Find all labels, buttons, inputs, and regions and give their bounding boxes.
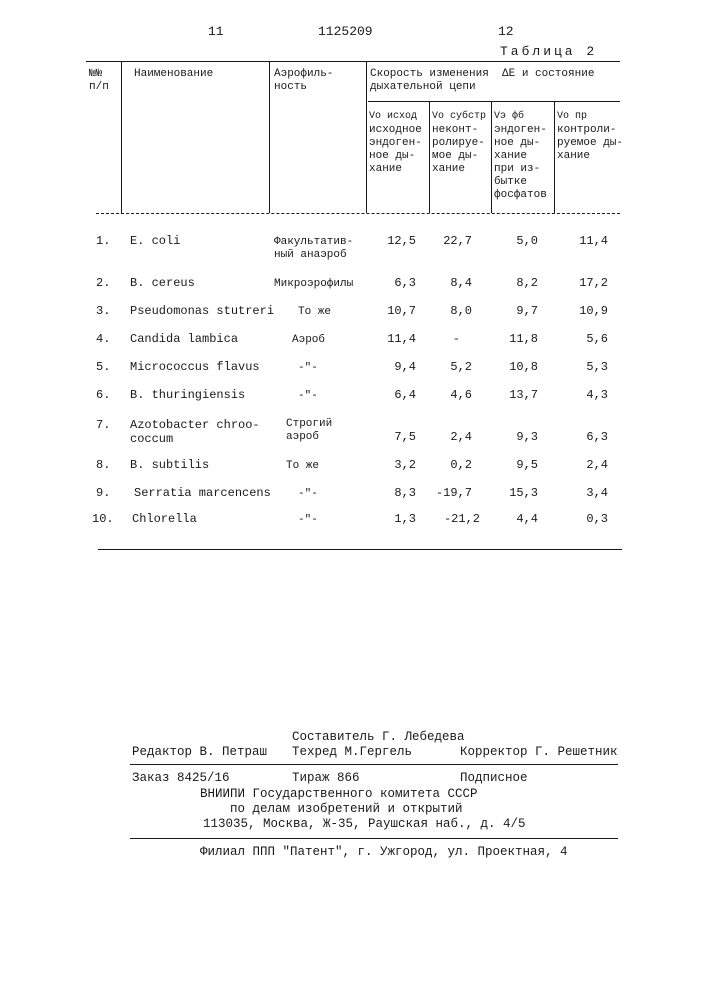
v-initial-value: 3,2 <box>372 458 416 472</box>
header-v-control-symbol: Vo пр <box>557 110 587 123</box>
footer-rule-2 <box>130 838 618 839</box>
v-phosphate-value: 13,7 <box>496 388 538 402</box>
v-phosphate-value: 5,0 <box>496 234 538 248</box>
col-divider-1 <box>121 61 122 213</box>
v-phosphate-value: 9,7 <box>496 304 538 318</box>
footer-rule-1 <box>130 764 618 765</box>
v-control-value: 2,4 <box>566 458 608 472</box>
row-number: 6. <box>96 388 110 402</box>
header-aerophility: Аэрофиль- ность <box>274 68 333 94</box>
organization-address: 113035, Москва, Ж-35, Раушская наб., д. 4/5 <box>203 817 526 831</box>
subscription: Подписное <box>460 771 528 785</box>
table-bottom-rule <box>98 549 622 550</box>
header-v-phosphate-symbol: Vэ фб <box>494 110 524 123</box>
v-phosphate-value: 4,4 <box>496 512 538 526</box>
aerophility-value: -"- <box>298 514 318 527</box>
aerophility-value: -"- <box>298 390 318 403</box>
organism-name: Serratia marcencens <box>134 486 271 500</box>
v-substrate-value: 8,0 <box>432 304 472 318</box>
v-phosphate-value: 10,8 <box>496 360 538 374</box>
organism-name: B. thuringiensis <box>130 388 245 402</box>
header-v-initial-desc: исходное эндоген- ное ды- хание <box>369 124 422 176</box>
table-top-rule <box>86 61 620 62</box>
organization-line-2: по делам изобретений и открытий <box>230 802 463 816</box>
col-divider-5 <box>491 101 492 213</box>
aerophility-value: Строгий аэроб <box>286 418 332 444</box>
aerophility-value: -"- <box>298 488 318 501</box>
header-v-substrate-desc: неконт- ролируе- мое ды- хание <box>432 124 485 176</box>
right-page-number: 12 <box>498 24 514 39</box>
row-number: 1. <box>96 234 110 248</box>
header-bottom-rule <box>96 213 620 214</box>
organism-name: Chlorella <box>132 512 197 526</box>
col-divider-4 <box>429 101 430 213</box>
compiler-credit: Составитель Г. Лебедева <box>292 730 465 744</box>
v-control-value: 4,3 <box>566 388 608 402</box>
header-name: Наименование <box>134 68 213 81</box>
aerophility-value: Микроэрофилы <box>274 278 353 291</box>
row-number: 7. <box>96 418 110 432</box>
v-substrate-value: - <box>432 332 460 346</box>
v-phosphate-value: 9,3 <box>496 430 538 444</box>
organism-name: Micrococcus flavus <box>130 360 260 374</box>
order-number: Заказ 8425/16 <box>132 771 230 785</box>
corrector-credit: Корректор Г. Решетник <box>460 745 618 759</box>
header-no-line2: п/п <box>89 81 109 94</box>
v-substrate-value: -19,7 <box>432 486 472 500</box>
col-divider-6 <box>554 101 555 213</box>
branch-address: Филиал ППП "Патент", г. Ужгород, ул. Проектная, 4 <box>200 845 568 859</box>
col-divider-3 <box>366 61 367 213</box>
v-phosphate-value: 9,5 <box>496 458 538 472</box>
header-no-line1: №№ <box>89 68 102 81</box>
v-phosphate-value: 8,2 <box>496 276 538 290</box>
row-number: 9. <box>96 486 110 500</box>
header-v-control-desc: контроли- руемое ды- хание <box>557 124 623 163</box>
organization-line-1: ВНИИПИ Государственного комитета СССР <box>200 787 478 801</box>
organism-name: Candida lambica <box>130 332 238 346</box>
organism-name: E. coli <box>130 234 180 248</box>
aerophility-value: -"- <box>298 362 318 375</box>
v-substrate-value: 2,4 <box>432 430 472 444</box>
v-initial-value: 1,3 <box>372 512 416 526</box>
v-control-value: 6,3 <box>566 430 608 444</box>
v-phosphate-value: 15,3 <box>496 486 538 500</box>
row-number: 10. <box>92 512 114 526</box>
v-initial-value: 11,4 <box>372 332 416 346</box>
v-substrate-value: 8,4 <box>432 276 472 290</box>
row-number: 8. <box>96 458 110 472</box>
table-caption: Таблица 2 <box>500 44 597 59</box>
v-substrate-value: -21,2 <box>432 512 480 526</box>
left-page-number: 11 <box>208 24 224 39</box>
organism-name: B. subtilis <box>130 458 209 472</box>
group-header-rule <box>368 101 620 102</box>
v-substrate-value: 5,2 <box>432 360 472 374</box>
v-initial-value: 8,3 <box>372 486 416 500</box>
v-substrate-value: 22,7 <box>432 234 472 248</box>
v-initial-value: 12,5 <box>372 234 416 248</box>
v-control-value: 3,4 <box>566 486 608 500</box>
v-substrate-value: 4,6 <box>432 388 472 402</box>
v-control-value: 5,3 <box>566 360 608 374</box>
aerophility-value: Факультатив- ный анаэроб <box>274 236 353 262</box>
v-phosphate-value: 11,8 <box>496 332 538 346</box>
editor-credit: Редактор В. Петраш <box>132 745 267 759</box>
patent-number: 1125209 <box>318 24 373 39</box>
aerophility-value: Аэроб <box>292 334 325 347</box>
header-v-substrate-symbol: Vo субстр <box>432 110 486 123</box>
circulation: Тираж 866 <box>292 771 360 785</box>
row-number: 5. <box>96 360 110 374</box>
organism-name: Azotobacter chroo- coccum <box>130 418 260 446</box>
aerophility-value: То же <box>298 306 331 319</box>
v-initial-value: 9,4 <box>372 360 416 374</box>
v-substrate-value: 0,2 <box>432 458 472 472</box>
v-control-value: 10,9 <box>566 304 608 318</box>
organism-name: Pseudomonas stutreri <box>130 304 274 318</box>
row-number: 4. <box>96 332 110 346</box>
header-v-phosphate-desc: эндоген- ное ды- хание при из- бытке фосфатов <box>494 124 547 202</box>
aerophility-value: То же <box>286 460 319 473</box>
v-control-value: 17,2 <box>566 276 608 290</box>
header-group: Скорость изменения ΔE и состояние дыхательной цепи <box>370 68 594 94</box>
v-control-value: 0,3 <box>566 512 608 526</box>
v-initial-value: 6,3 <box>372 276 416 290</box>
row-number: 3. <box>96 304 110 318</box>
v-control-value: 5,6 <box>566 332 608 346</box>
col-divider-2 <box>269 61 270 213</box>
header-v-initial-symbol: Vo исход <box>369 110 417 123</box>
v-initial-value: 10,7 <box>372 304 416 318</box>
techred-credit: Техред М.Гергель <box>292 745 412 759</box>
v-control-value: 11,4 <box>566 234 608 248</box>
v-initial-value: 7,5 <box>372 430 416 444</box>
organism-name: B. cereus <box>130 276 195 290</box>
v-initial-value: 6,4 <box>372 388 416 402</box>
row-number: 2. <box>96 276 110 290</box>
